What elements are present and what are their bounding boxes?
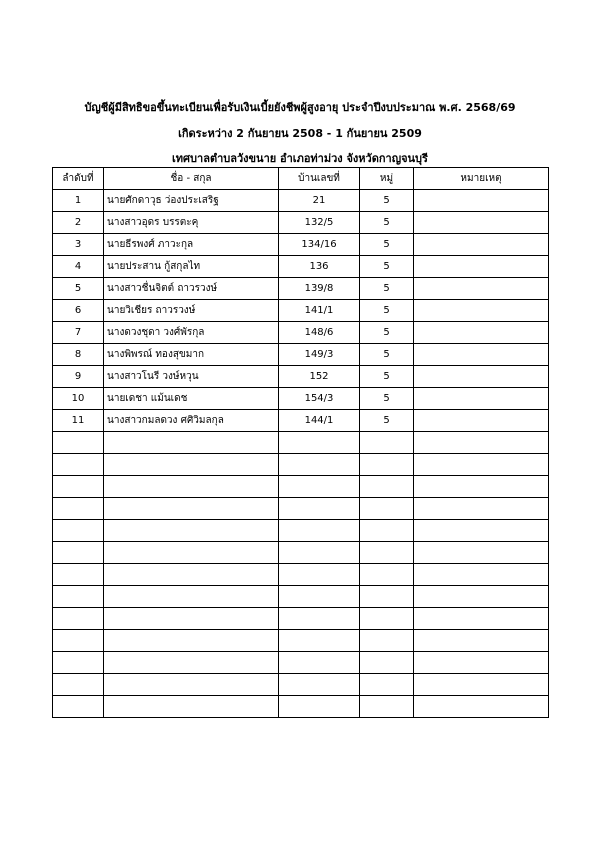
cell-house-no: 141/1 [279,300,360,322]
cell-moo: 5 [360,388,414,410]
empty-table-row [53,564,549,586]
cell-house-no [279,608,360,630]
cell-note [414,366,549,388]
cell-no [53,520,104,542]
cell-no: 1 [53,190,104,212]
cell-note [414,300,549,322]
cell-moo: 5 [360,256,414,278]
table-row [53,300,549,322]
cell-note [414,410,549,432]
cell-name [104,454,279,476]
table-row [53,256,549,278]
cell-name: นางดวงชุดา วงศ์พัรกุล [104,322,279,344]
header-note: หมายเหตุ [414,168,549,190]
cell-no: 6 [53,300,104,322]
cell-no [53,696,104,718]
cell-name: นายธีรพงศ์ ภาวะกุล [104,234,279,256]
cell-note [414,696,549,718]
beneficiary-table [52,167,549,718]
cell-moo: 5 [360,410,414,432]
cell-moo: 5 [360,366,414,388]
cell-no [53,652,104,674]
table-row [53,366,549,388]
table-row [53,234,549,256]
cell-note [414,190,549,212]
cell-moo [360,608,414,630]
empty-table-row [53,696,549,718]
cell-name [104,476,279,498]
table-row [53,322,549,344]
cell-no [53,432,104,454]
cell-moo [360,432,414,454]
cell-note [414,674,549,696]
cell-house-no: 132/5 [279,212,360,234]
table-row [53,190,549,212]
cell-house-no: 144/1 [279,410,360,432]
cell-note [414,234,549,256]
empty-table-row [53,432,549,454]
cell-no: 3 [53,234,104,256]
cell-no [53,608,104,630]
cell-note [414,586,549,608]
cell-note [414,542,549,564]
empty-table-row [53,652,549,674]
cell-no: 11 [53,410,104,432]
cell-name: นางพิพรณ์ ทองสุขมาก [104,344,279,366]
document-title: บัญชีผู้มีสิทธิขอขึ้นทะเบียนเพื่อรับเงินเบี้ยยังชีพผู้สูงอายุ ประจำปีงบประมาณ พ.ศ. 2568/69 [84,101,516,114]
cell-name [104,498,279,520]
cell-no [53,498,104,520]
cell-no: 10 [53,388,104,410]
cell-moo: 5 [360,234,414,256]
cell-moo: 5 [360,322,414,344]
cell-note [414,630,549,652]
cell-note [414,608,549,630]
birth-date-range: เกิดระหว่าง 2 กันยายน 2508 - 1 กันยายน 2509 [178,127,422,140]
cell-moo: 5 [360,344,414,366]
cell-moo [360,674,414,696]
cell-no: 2 [53,212,104,234]
cell-note [414,432,549,454]
cell-moo [360,586,414,608]
cell-note [414,498,549,520]
cell-house-no [279,586,360,608]
empty-table-row [53,586,549,608]
empty-table-row [53,674,549,696]
cell-moo: 5 [360,212,414,234]
cell-house-no [279,542,360,564]
cell-moo [360,476,414,498]
cell-note [414,652,549,674]
cell-no: 4 [53,256,104,278]
empty-table-row [53,608,549,630]
cell-name [104,630,279,652]
cell-house-no [279,652,360,674]
cell-moo [360,498,414,520]
cell-note [414,322,549,344]
cell-no: 5 [53,278,104,300]
cell-name: นางสาวอุดร บรรตะคุ [104,212,279,234]
cell-no [53,586,104,608]
cell-moo: 5 [360,190,414,212]
table-header-row [53,168,549,190]
empty-table-row [53,476,549,498]
cell-name [104,652,279,674]
cell-no [53,630,104,652]
header-name: ชื่อ - สกุล [104,168,279,190]
header-house-no: บ้านเลขที่ [279,168,360,190]
cell-house-no [279,520,360,542]
cell-house-no [279,476,360,498]
cell-no: 7 [53,322,104,344]
table-row [53,278,549,300]
cell-house-no: 139/8 [279,278,360,300]
table-row [53,410,549,432]
cell-house-no: 154/3 [279,388,360,410]
cell-house-no: 21 [279,190,360,212]
cell-name [104,586,279,608]
cell-no [53,454,104,476]
cell-house-no: 152 [279,366,360,388]
cell-name: นางสาวกมลดวง ศศิวิมลกุล [104,410,279,432]
empty-table-row [53,520,549,542]
cell-name: นายศักดาวุธ ว่องประเสริฐ [104,190,279,212]
cell-name [104,432,279,454]
cell-moo [360,652,414,674]
municipality-line: เทศบาลตำบลวังขนาย อำเภอท่าม่วง จังหวัดกาญจนบุรี [172,152,428,165]
cell-house-no: 148/6 [279,322,360,344]
cell-moo [360,542,414,564]
cell-house-no [279,498,360,520]
cell-house-no: 149/3 [279,344,360,366]
cell-note [414,520,549,542]
empty-table-row [53,630,549,652]
cell-house-no: 134/16 [279,234,360,256]
cell-moo [360,454,414,476]
cell-note [414,564,549,586]
table-row [53,344,549,366]
cell-moo: 5 [360,300,414,322]
cell-name: นายประสาน กู้สกุลไท [104,256,279,278]
empty-table-row [53,542,549,564]
cell-name: นางสาวโนรี วงษ์หวุน [104,366,279,388]
cell-moo: 5 [360,278,414,300]
cell-name: นายเดชา แม้นเดช [104,388,279,410]
header-no: ลำดับที่ [53,168,104,190]
cell-name [104,674,279,696]
cell-name [104,608,279,630]
cell-name: นางสาวชื่นจิตต์ ถาวรวงษ์ [104,278,279,300]
cell-name: นายวิเชียร ถาวรวงษ์ [104,300,279,322]
header-moo: หมู่ [360,168,414,190]
cell-note [414,256,549,278]
cell-moo [360,564,414,586]
cell-note [414,476,549,498]
empty-table-row [53,454,549,476]
cell-no [53,476,104,498]
cell-no: 9 [53,366,104,388]
cell-no: 8 [53,344,104,366]
cell-moo [360,630,414,652]
cell-house-no [279,696,360,718]
cell-note [414,388,549,410]
cell-moo [360,696,414,718]
cell-name [104,520,279,542]
cell-house-no [279,630,360,652]
cell-moo [360,520,414,542]
cell-no [53,542,104,564]
cell-note [414,212,549,234]
cell-no [53,564,104,586]
cell-name [104,696,279,718]
cell-house-no [279,564,360,586]
cell-name [104,542,279,564]
cell-house-no [279,454,360,476]
cell-note [414,278,549,300]
cell-note [414,344,549,366]
cell-house-no [279,674,360,696]
table-row [53,212,549,234]
cell-name [104,564,279,586]
empty-table-row [53,498,549,520]
cell-house-no: 136 [279,256,360,278]
cell-no [53,674,104,696]
table-row [53,388,549,410]
cell-house-no [279,432,360,454]
cell-note [414,454,549,476]
